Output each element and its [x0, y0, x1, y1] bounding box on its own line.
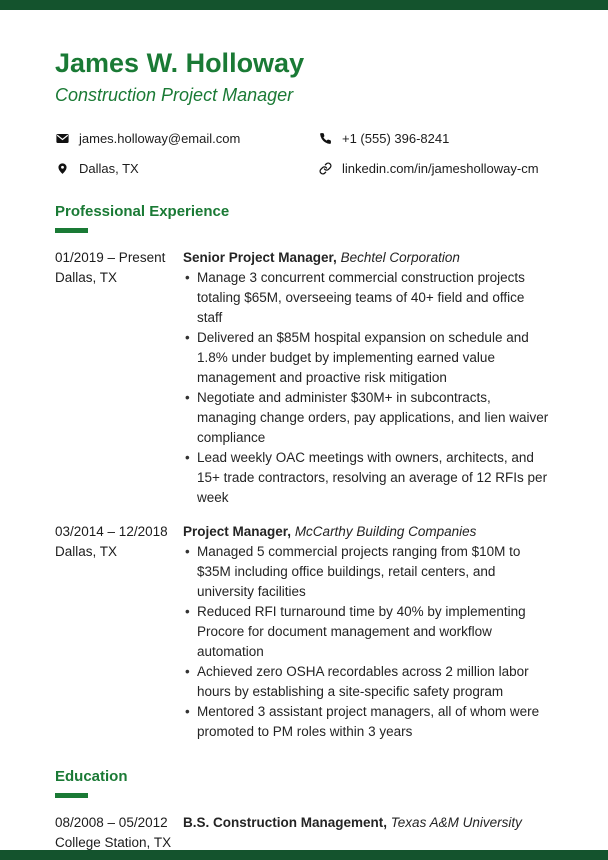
contact-info	[55, 130, 553, 177]
contact-phone	[318, 130, 553, 147]
contact-location	[55, 160, 318, 177]
section-education	[55, 768, 553, 853]
entry-bullets	[183, 542, 553, 742]
bullet-item: • Reduced RFI turnaround time by 40% by implementing Procore for document management and workflow automation	[183, 602, 553, 662]
entry-body	[183, 522, 553, 742]
entry-degree: B.S. Construction Management,	[183, 815, 388, 830]
bullet-item: • Negotiate and administer $30M+ in subcontracts, managing change orders, pay applications, and lien waiver compliance	[183, 388, 553, 448]
bullet-item: • Managed 5 commercial projects ranging from $10M to $35M including office buildings, retail centers, and university facilities	[183, 542, 553, 602]
email-icon	[55, 132, 69, 146]
person-name: James W. Holloway	[55, 48, 305, 78]
bullet-item: • Manage 3 concurrent commercial construction projects totaling $65M, overseeing teams of 40+ field and office staff	[183, 268, 553, 328]
entry-bullets	[183, 268, 553, 508]
contact-location-text: Dallas, TX	[79, 161, 139, 176]
entry-dates: 01/2019 – Present	[55, 250, 166, 265]
entry-organization: Bechtel Corporation	[340, 250, 460, 265]
experience-entry	[55, 248, 553, 508]
entry-organization: McCarthy Building Companies	[294, 524, 477, 539]
experience-entry	[55, 522, 553, 742]
entry-school: Texas A&M University	[390, 815, 522, 830]
link-icon	[318, 162, 332, 176]
bottom-accent-bar	[0, 850, 608, 860]
entry-location: Dallas, TX	[55, 270, 118, 285]
contact-linkedin-text: linkedin.com/in/jamesholloway-cm	[342, 161, 539, 176]
entry-title	[183, 813, 553, 833]
bullet-item: • Mentored 3 assistant project managers, all of whom were promoted to PM roles within 3 years	[183, 702, 553, 742]
entry-meta	[55, 813, 183, 853]
phone-icon	[318, 132, 332, 146]
section-underline	[55, 793, 88, 798]
contact-email	[55, 130, 318, 147]
bullet-item: • Lead weekly OAC meetings with owners, architects, and 15+ trade contractors, resolving an average of 12 RFIs per week	[183, 448, 553, 508]
entry-meta	[55, 248, 183, 508]
contact-email-text: james.holloway@email.com	[79, 131, 241, 146]
entry-meta	[55, 522, 183, 742]
bullet-item: • Delivered an $85M hospital expansion on schedule and 1.8% under budget by implementing earned value management and proactive risk mitigation	[183, 328, 553, 388]
entry-dates: 08/2008 – 05/2012	[55, 815, 168, 830]
entry-title	[183, 522, 553, 542]
entry-role: Project Manager,	[183, 524, 292, 539]
education-entry	[55, 813, 553, 853]
entry-dates: 03/2014 – 12/2018	[55, 524, 168, 539]
top-accent-bar	[0, 0, 608, 10]
contact-linkedin	[318, 160, 553, 177]
section-professional-experience	[55, 203, 553, 742]
location-icon	[55, 162, 69, 176]
section-heading: Education	[55, 768, 128, 785]
section-underline	[55, 228, 88, 233]
entry-location: Dallas, TX	[55, 544, 118, 559]
entry-location: College Station, TX	[55, 835, 172, 850]
person-job-title: Construction Project Manager	[55, 85, 294, 105]
entry-title	[183, 248, 553, 268]
contact-phone-text: +1 (555) 396-8241	[342, 131, 450, 146]
bullet-item: • Achieved zero OSHA recordables across 2 million labor hours by establishing a site-specific safety program	[183, 662, 553, 702]
entry-body	[183, 813, 553, 853]
section-heading: Professional Experience	[55, 203, 230, 220]
entry-body	[183, 248, 553, 508]
entry-role: Senior Project Manager,	[183, 250, 337, 265]
